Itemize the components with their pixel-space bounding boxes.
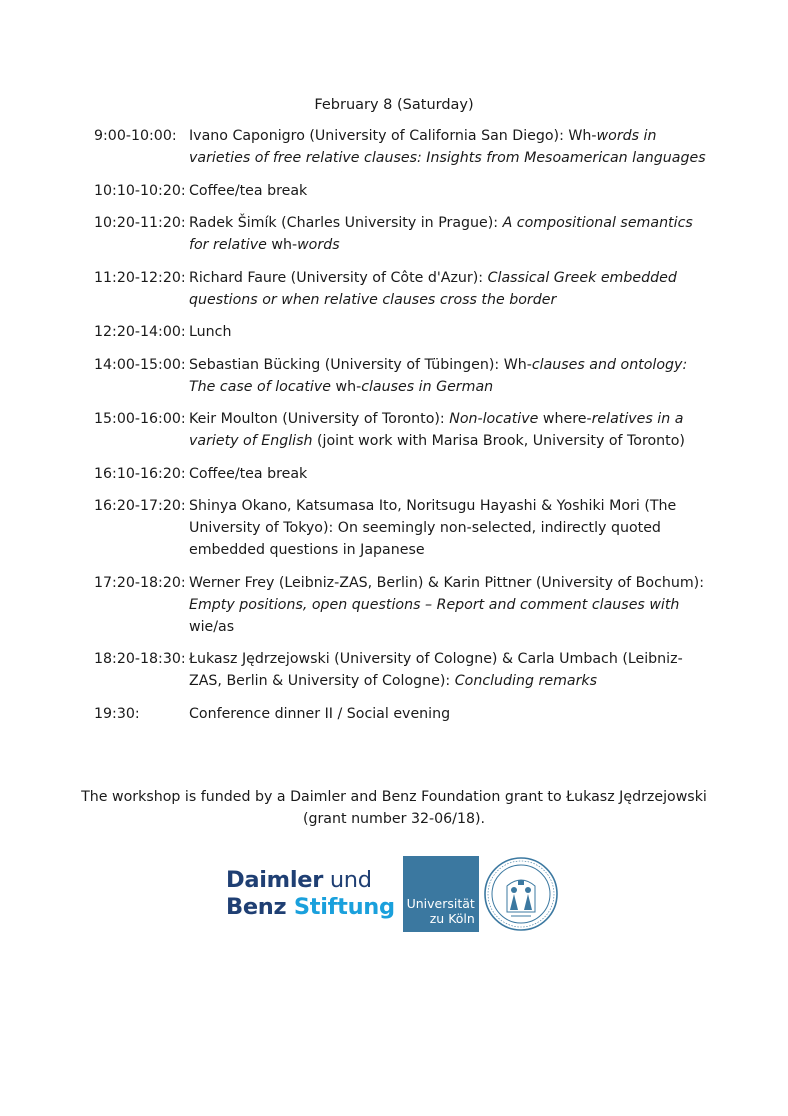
- schedule-item: [94, 703, 714, 725]
- description-text: Keir Moulton (University of Toronto):: [189, 411, 450, 427]
- description-text: Sebastian Bücking (University of Tübingen): Wh-: [189, 356, 532, 373]
- schedule-item: [94, 354, 714, 398]
- schedule-time: 18:20-18:30:: [94, 651, 186, 667]
- schedule-item: [94, 408, 714, 452]
- schedule-description: [189, 648, 714, 692]
- schedule-time: 14:00-15:00:: [94, 356, 186, 373]
- description-text: words: [297, 237, 340, 253]
- schedule-time: 16:20-17:20:: [94, 498, 186, 514]
- description-text: Empty positions, open questions – Report and comment clauses with: [189, 596, 680, 613]
- description-text: clauses in German: [361, 378, 494, 395]
- schedule-description: [189, 267, 714, 311]
- description-text: Conference dinner II / Social evening: [189, 705, 451, 722]
- schedule-item: [94, 212, 714, 256]
- schedule-description: [189, 572, 714, 638]
- sponsor-logos: [226, 854, 559, 934]
- uni-logo-line-2: zu Köln: [429, 911, 475, 926]
- daimler-logo-word-4: Stiftung: [286, 894, 395, 920]
- daimler-benz-stiftung-logo: [226, 867, 395, 921]
- funding-note-line-1: The workshop is funded by a Daimler and Benz Foundation grant to Łukasz Jędrzejowski: [81, 789, 707, 805]
- schedule-item: [94, 572, 714, 638]
- schedule-item: [94, 267, 714, 311]
- schedule-time: 9:00-10:00:: [94, 128, 177, 144]
- day-title: February 8 (Saturday): [314, 97, 474, 113]
- schedule-item: [94, 125, 714, 169]
- schedule-description: [189, 495, 714, 561]
- schedule-description: [189, 212, 714, 256]
- description-text: Ivano Caponigro (University of California San Diego): Wh-: [189, 128, 597, 144]
- schedule-time: 10:10-10:20:: [94, 182, 186, 199]
- funding-note: [0, 786, 788, 830]
- schedule-time: 19:30:: [94, 705, 140, 722]
- description-text: A compositional semantics for relative: [189, 215, 693, 253]
- schedule-time: 16:10-16:20:: [94, 465, 186, 482]
- description-text: Radek Šimík (Charles University in Prague):: [189, 215, 503, 231]
- schedule-description: [189, 125, 714, 169]
- description-text: wh-: [335, 378, 362, 395]
- daimler-logo-word-2: und: [323, 867, 372, 893]
- schedule-description: [189, 180, 714, 202]
- schedule-time: 17:20-18:20:: [94, 574, 186, 591]
- description-text: where-: [542, 411, 592, 427]
- description-text: wh-: [271, 237, 298, 253]
- daimler-logo-word-3: Benz: [226, 894, 287, 920]
- funding-note-line-2: (grant number 32-06/18).: [302, 811, 486, 827]
- schedule-description: [189, 463, 714, 485]
- schedule-time: 15:00-16:00:: [94, 411, 186, 427]
- uni-logo-line-1: Universität: [406, 896, 475, 911]
- description-text: relatives in a variety of English: [189, 411, 684, 449]
- description-text: Lunch: [189, 324, 232, 340]
- schedule-description: [189, 354, 714, 398]
- description-text: Coffee/tea break: [189, 182, 308, 199]
- schedule-description: [189, 703, 714, 725]
- schedule-item: [94, 321, 714, 343]
- universitaet-zu-koeln-logo: [403, 856, 479, 932]
- schedule-item: [94, 495, 714, 561]
- schedule-item: [94, 648, 714, 692]
- schedule-list: [94, 125, 714, 735]
- description-text: Łukasz Jędrzejowski (University of Cologne) & Carla Umbach (Leibniz-ZAS, Berlin & University of Cologne):: [189, 651, 683, 689]
- schedule-description: [189, 408, 714, 452]
- university-seal-icon: [483, 856, 559, 932]
- schedule-item: [94, 180, 714, 202]
- description-text: Richard Faure (University of Côte d'Azur):: [189, 269, 488, 286]
- schedule-time: 12:20-14:00:: [94, 324, 186, 340]
- schedule-time: 10:20-11:20:: [94, 215, 186, 231]
- description-text: words in varieties of free relative clauses: Insights from Mesoamerican languages: [189, 128, 706, 166]
- description-text: (joint work with Marisa Brook, University of Toronto): [317, 433, 685, 449]
- schedule-time: 11:20-12:20:: [94, 269, 186, 286]
- schedule-item: [94, 463, 714, 485]
- description-text: clauses and ontology: The case of locative: [189, 356, 688, 395]
- description-text: Classical Greek embedded questions or when relative clauses cross the border: [189, 269, 677, 308]
- description-text: Shinya Okano, Katsumasa Ito, Noritsugu Hayashi & Yoshiki Mori (The University of Tokyo): On seemingly non-selected, indirectly quoted embedded questions in Japanese: [189, 498, 677, 558]
- daimler-logo-word-1: Daimler: [226, 867, 323, 893]
- description-text: Werner Frey (Leibniz-ZAS, Berlin) & Karin Pittner (University of Bochum):: [189, 574, 704, 591]
- description-text: Concluding remarks: [454, 673, 598, 689]
- schedule-description: [189, 321, 714, 343]
- description-text: Coffee/tea break: [189, 465, 308, 482]
- description-text: Non-locative: [449, 411, 543, 427]
- description-text: wie/as: [189, 618, 235, 635]
